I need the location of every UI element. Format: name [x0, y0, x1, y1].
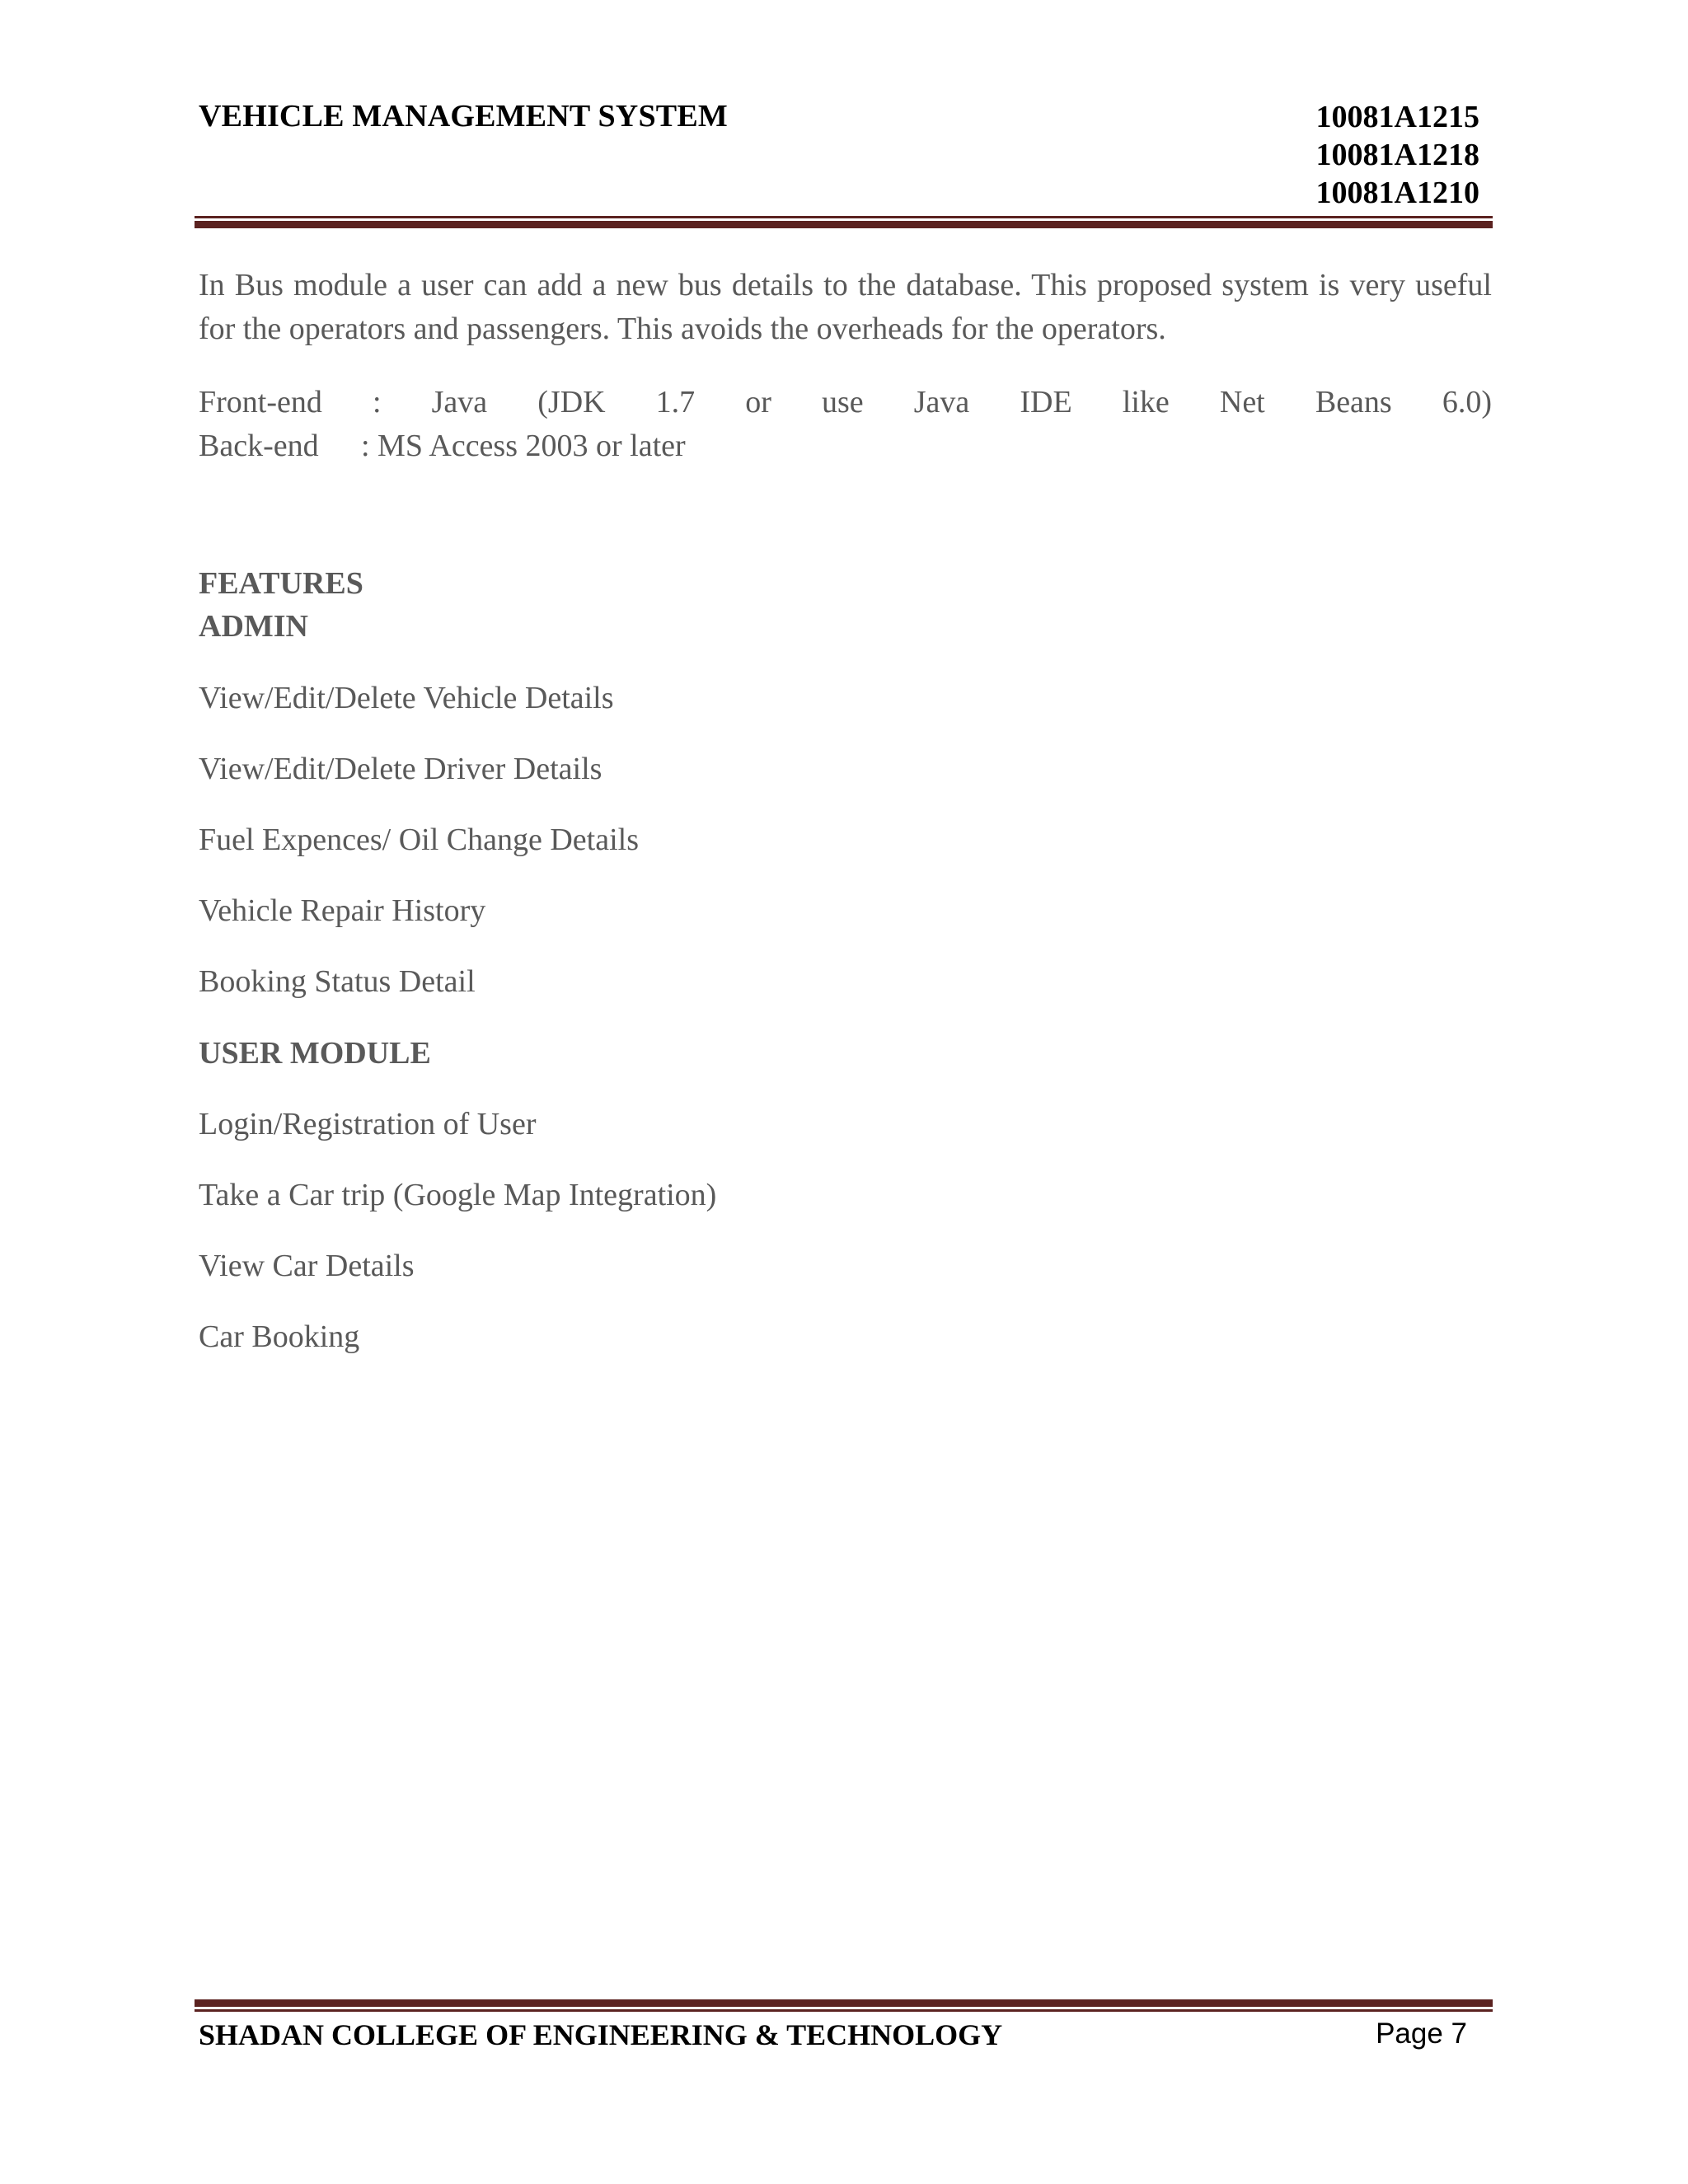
user-feature-item: Take a Car trip (Google Map Integration) [199, 1178, 717, 1212]
frontend-word: Front-end [199, 385, 322, 419]
user-module-heading: USER MODULE [199, 1036, 431, 1071]
frontend-word: 1.7 [655, 385, 696, 419]
frontend-word: 6.0) [1442, 385, 1492, 419]
frontend-word: use [822, 385, 864, 419]
user-feature-item: Car Booking [199, 1319, 360, 1354]
technology-section [199, 381, 1492, 468]
frontend-word: IDE [1020, 385, 1072, 419]
intro-paragraph: In Bus module a user can add a new bus details to the database. This proposed system is very useful for the operators and passengers. This avoids the overheads for the operators. [199, 268, 1492, 346]
frontend-word: Net [1219, 385, 1265, 419]
admin-heading: ADMIN [199, 609, 308, 644]
header-divider-thin [195, 216, 1493, 218]
roll-number: 10081A1210 [1315, 176, 1479, 210]
admin-feature-item: View/Edit/Delete Vehicle Details [199, 681, 614, 715]
features-heading: FEATURES [199, 566, 363, 601]
footer-divider-thick [195, 1999, 1493, 2007]
frontend-line [199, 381, 1492, 424]
admin-feature-item: Vehicle Repair History [199, 893, 486, 928]
admin-feature-item: Booking Status Detail [199, 964, 476, 999]
header-divider-thick [195, 221, 1493, 228]
admin-feature-item: Fuel Expences/ Oil Change Details [199, 823, 639, 857]
footer-divider-thin [195, 2009, 1493, 2012]
frontend-word: Java [913, 385, 970, 419]
roll-number: 10081A1218 [1315, 138, 1479, 172]
footer-college-name: SHADAN COLLEGE OF ENGINEERING & TECHNOLOGY [199, 2018, 1003, 2051]
frontend-word: like [1122, 385, 1170, 419]
header-title: VEHICLE MANAGEMENT SYSTEM [199, 99, 728, 134]
frontend-word: Beans [1315, 385, 1392, 419]
user-feature-item: View Car Details [199, 1249, 415, 1283]
user-feature-item: Login/Registration of User [199, 1107, 537, 1141]
frontend-word: : [372, 385, 382, 419]
frontend-word: or [745, 385, 771, 419]
backend-line [199, 424, 1492, 468]
roll-number: 10081A1215 [1315, 100, 1479, 134]
frontend-word: Java [431, 385, 488, 419]
backend-label: Back-end [199, 429, 319, 463]
page-number: Page 7 [1376, 2018, 1467, 2050]
frontend-word: (JDK [537, 385, 606, 419]
admin-feature-item: View/Edit/Delete Driver Details [199, 752, 603, 786]
backend-value: : MS Access 2003 or later [361, 429, 686, 463]
header-roll-numbers [1316, 98, 1479, 212]
